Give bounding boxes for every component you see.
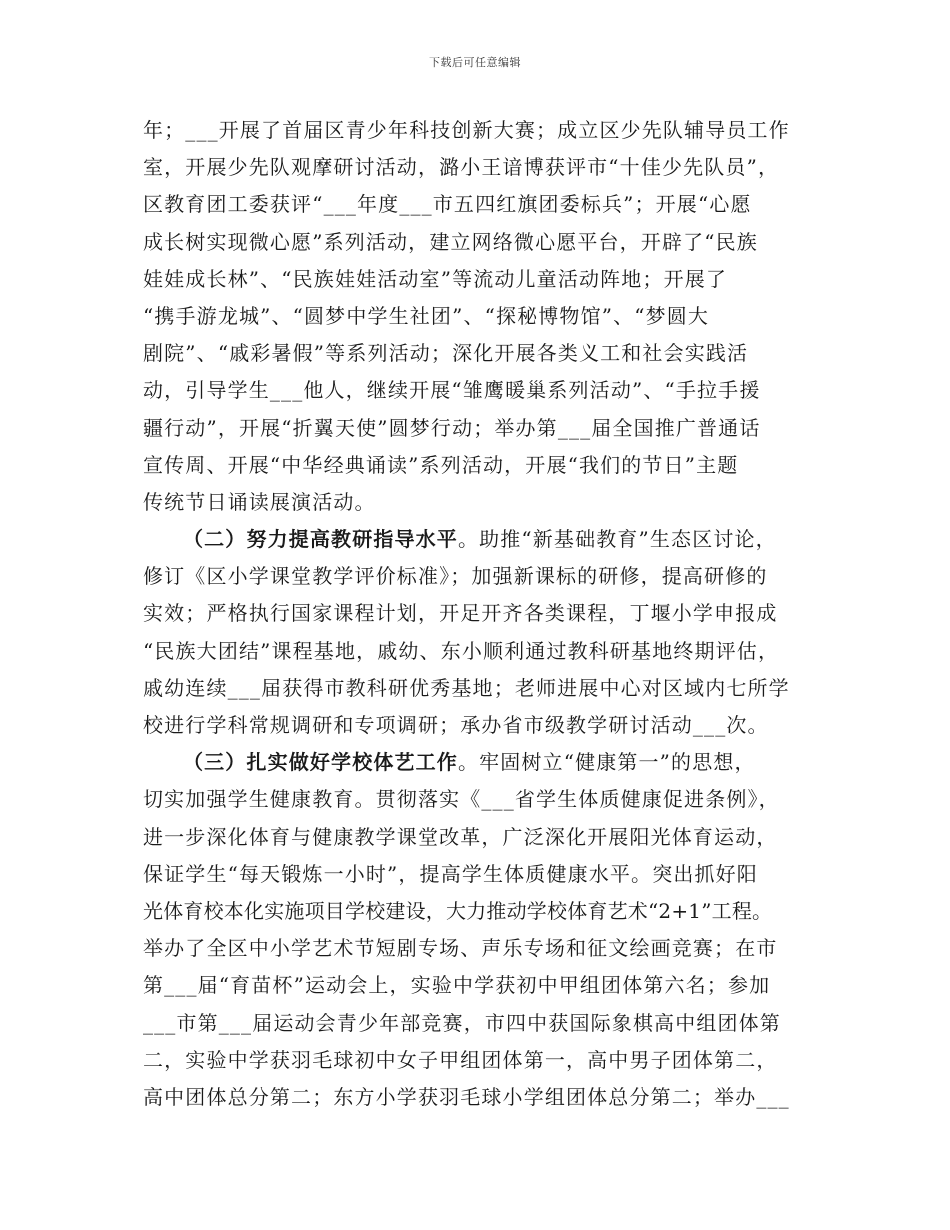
text-line: 传统节日诵读展演活动。 xyxy=(143,489,376,514)
page-header: 下载后可任意编辑 xyxy=(429,56,521,69)
text-line: 年；___开展了首届区青少年科技创新大赛；成立区少先队辅导员工作 xyxy=(143,118,790,142)
document-body xyxy=(143,112,811,1116)
section-heading: （二）努力提高教研指导水平 xyxy=(183,527,458,552)
text-line: 区教育团工委获评“___年度___市五四红旗团委标兵”；开展“心愿 xyxy=(143,192,752,217)
text-line: 二，实验中学获羽毛球初中女子甲组团体第一，高中男子团体第二， xyxy=(143,1047,778,1072)
section-heading-line xyxy=(143,521,811,558)
text-line: 光体育校本化实施项目学校建设，大力推动学校体育艺术“2+1”工程。 xyxy=(143,898,773,923)
text-line: 进一步深化体育与健康教学课堂改革，广泛深化开展阳光体育运动， xyxy=(143,824,778,849)
section-text: 。牢固树立“健康第一”的思想， xyxy=(457,750,756,775)
text-line: 修订《区小学课堂教学评价标准》；加强新课标的研修，提高研修的 xyxy=(143,564,768,589)
text-line: 第___届“育苗杯”运动会上，实验中学获初中甲组团体第六名；参加 xyxy=(143,973,771,998)
text-line: 成长树实现微心愿”系列活动，建立网络微心愿平台，开辟了“民族 xyxy=(143,229,758,254)
text-line: 疆行动”，开展“折翼天使”圆梦行动；举办第___届全国推广普通话 xyxy=(143,415,761,440)
text-line: ___市第___届运动会青少年部竞赛，市四中获国际象棋高中组团体第 xyxy=(143,1010,781,1035)
text-line: 举办了全区中小学艺术节短剧专场、声乐专场和征文绘画竞赛；在市 xyxy=(143,936,778,961)
text-line: “民族大团结”课程基地，戚幼、东小顺利通过教科研基地终期评估， xyxy=(143,638,780,663)
text-line: 高中团体总分第二；东方小学获羽毛球小学组团体总分第二；举办___ xyxy=(143,1084,790,1109)
text-line: 切实加强学生健康教育。贯彻落实《___省学生体质健康促进条例》， xyxy=(143,787,780,812)
section-text: 。助推“新基础教育”生态区讨论， xyxy=(457,527,777,552)
section-heading-line xyxy=(143,744,811,781)
section-heading: （三）扎实做好学校体艺工作 xyxy=(183,750,458,775)
text-line: 室，开展少先队观摩研讨活动，潞小王谙博获评市“十佳少先队员”， xyxy=(143,155,780,180)
text-line: 宣传周、开展“中华经典诵读”系列活动，开展“我们的节日”主题 xyxy=(143,452,739,477)
text-line: 戚幼连续___届获得市教科研优秀基地；老师进展中心对区域内七所学 xyxy=(143,675,790,700)
text-line: 娃娃成长林”、“民族娃娃活动室”等流动儿童活动阵地；开展了 xyxy=(143,266,728,291)
text-line: 剧院”、“戚彩暑假”等系列活动；深化开展各类义工和社会实践活 xyxy=(143,341,749,366)
text-line: 实效；严格执行国家课程计划，开足开齐各类课程，丁堰小学申报成 xyxy=(143,601,778,626)
text-line: 校进行学科常规调研和专项调研；承办省市级教学研讨活动___次。 xyxy=(143,713,769,737)
text-line: 动，引导学生___他人，继续开展“雏鹰暖巢系列活动”、“手拉手援 xyxy=(143,378,761,403)
text-line: 保证学生“每天锻炼一小时”，提高学生体质健康水平。突出抓好阳 xyxy=(143,861,758,886)
text-line: “携手游龙城”、“圆梦中学生社团”、“探秘博物馆”、“梦圆大 xyxy=(143,303,710,328)
